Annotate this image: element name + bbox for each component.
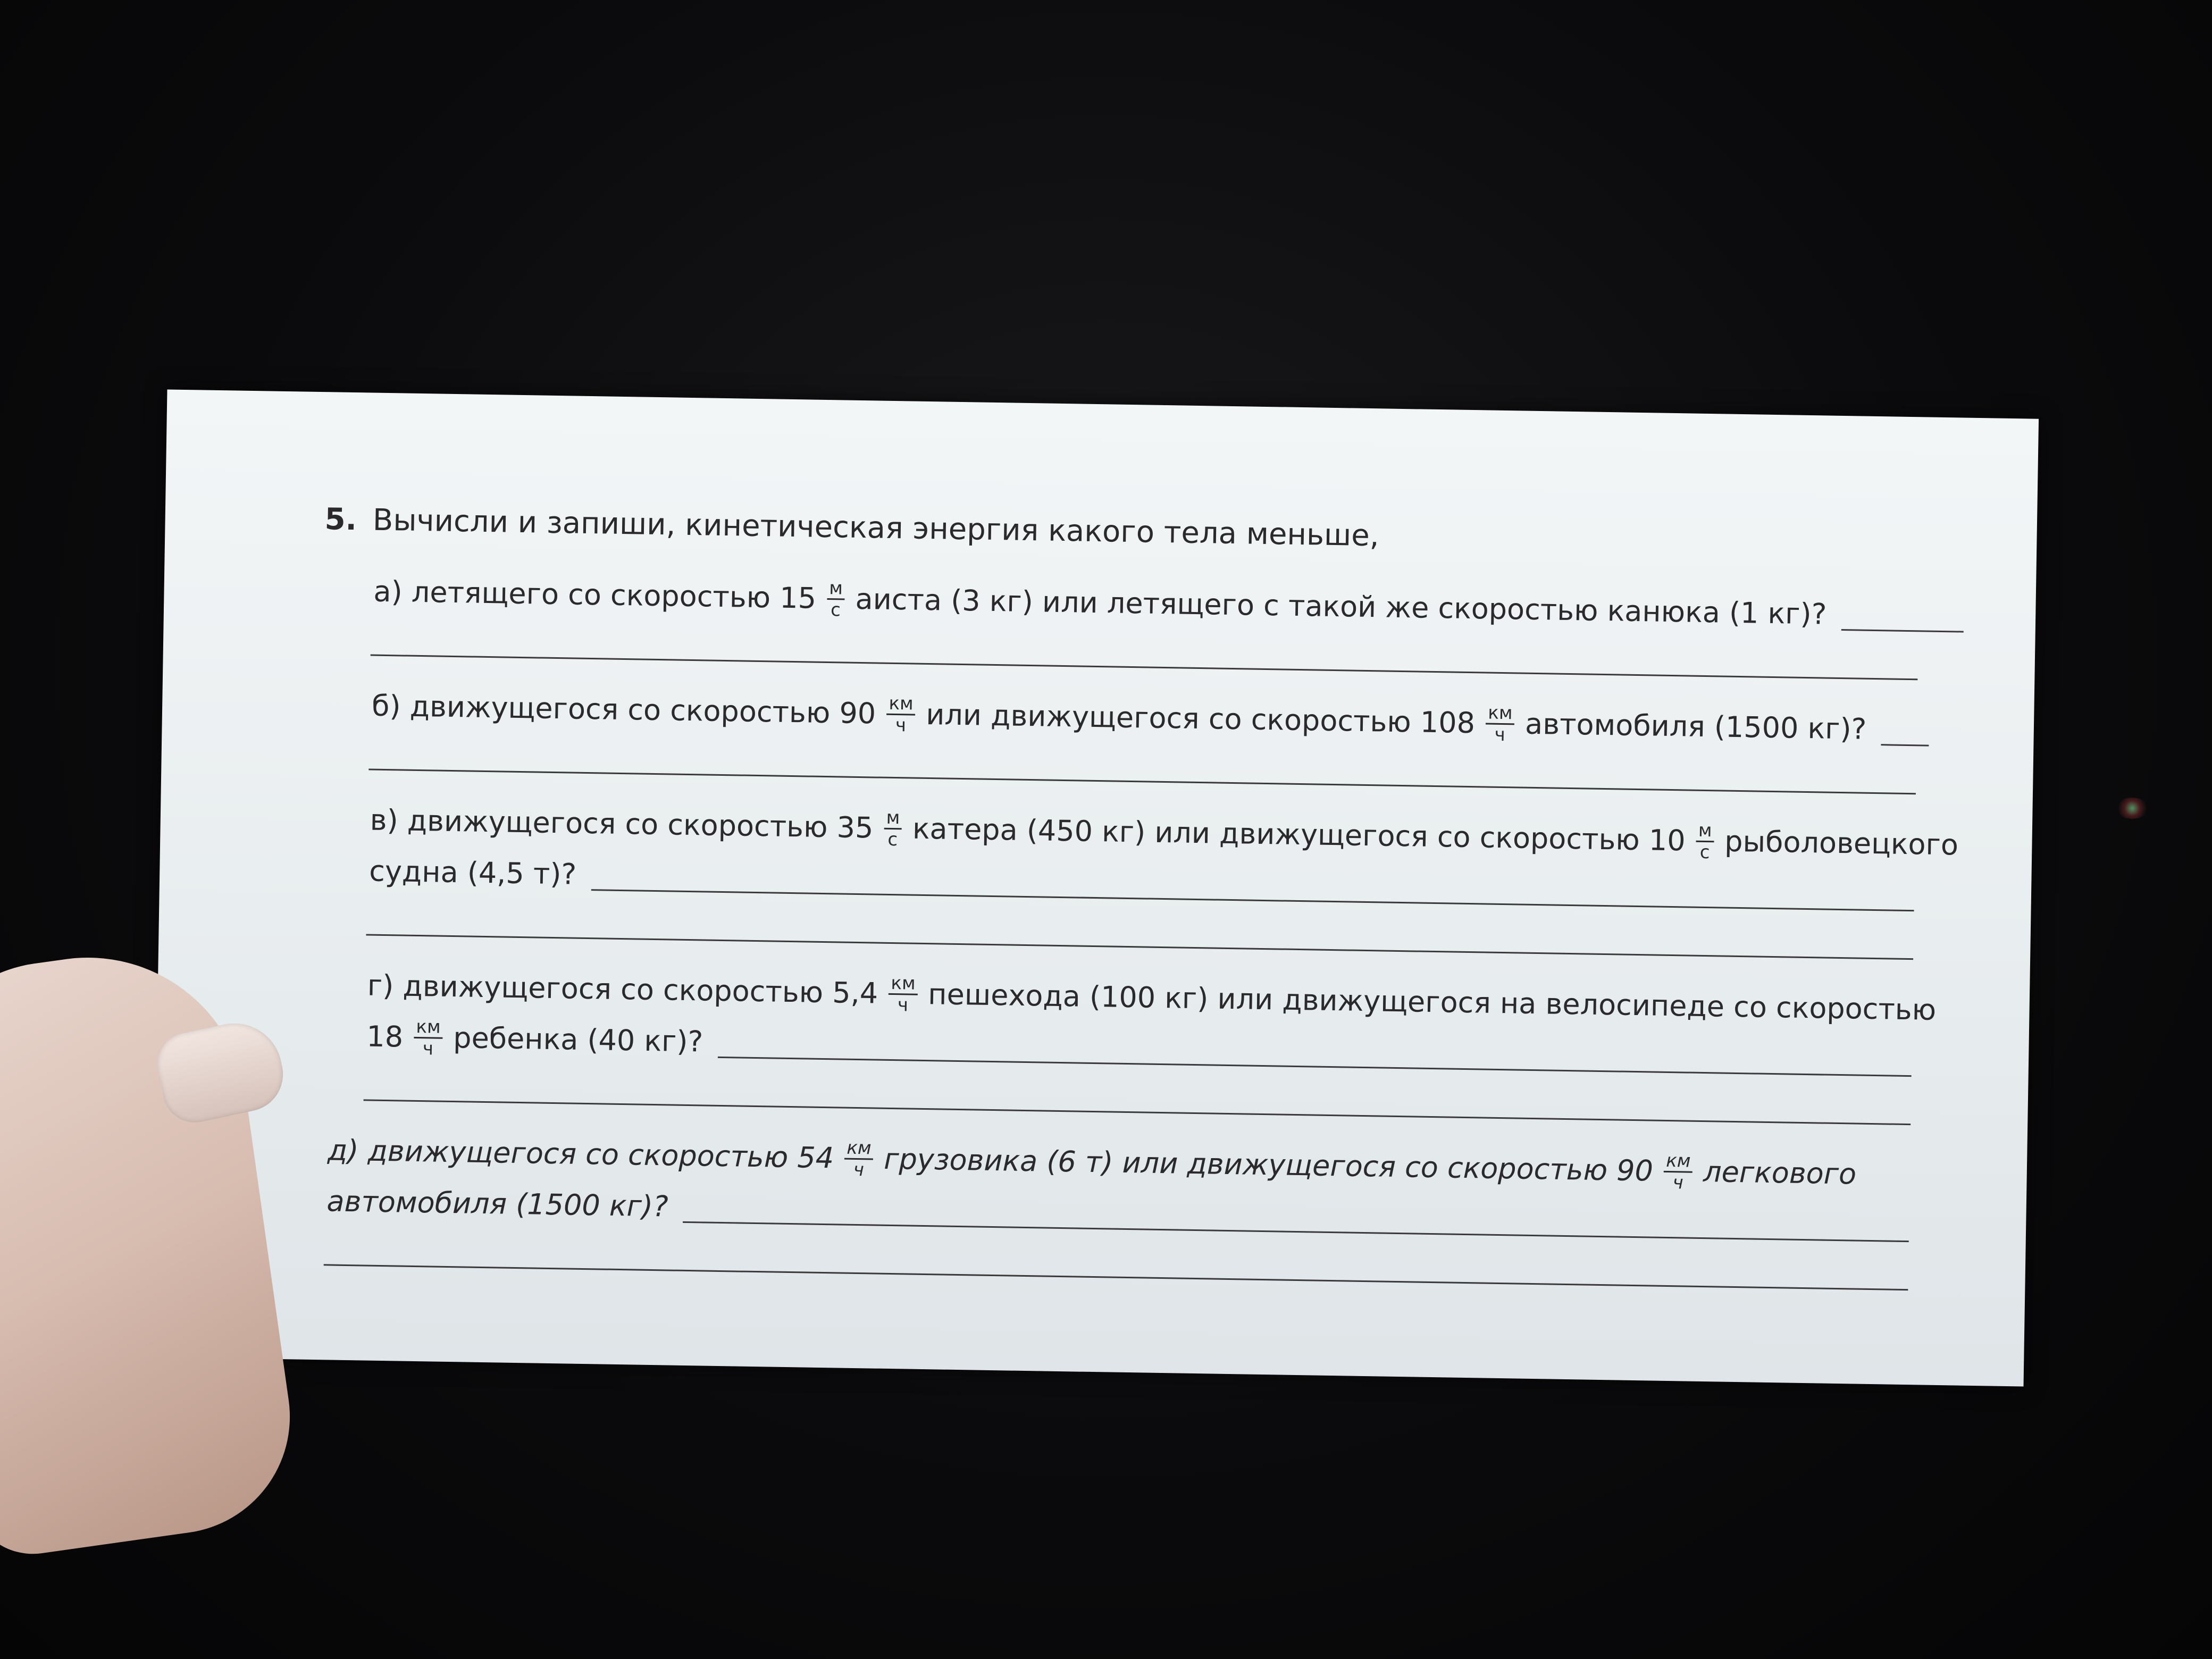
unit-fraction-km-per-h <box>886 693 916 735</box>
unit-fraction-m-per-s <box>884 807 902 850</box>
task-item-b <box>321 680 1917 794</box>
task-item-v <box>318 794 1959 960</box>
task-item-d <box>313 1125 1911 1291</box>
task-header <box>324 498 1920 566</box>
unit-denominator: ч <box>897 994 909 1016</box>
unit-denominator: с <box>830 599 841 621</box>
background-light <box>2116 798 2148 819</box>
item-v-text-1: в) движущегося со скоростью 35 <box>370 803 874 845</box>
answer-blank-a[interactable] <box>1841 599 1964 632</box>
unit-fraction-km-per-h <box>844 1137 873 1180</box>
item-b-text-1: б) движущегося со скоростью 90 <box>371 689 876 731</box>
unit-numerator: км <box>886 693 916 715</box>
item-d-text-4: автомобиля (1500 кг)? <box>326 1184 669 1224</box>
worksheet-paper <box>152 389 2039 1386</box>
unit-denominator: ч <box>1672 1171 1684 1193</box>
item-d-text-3: легкового <box>1703 1155 1857 1191</box>
item-g-text-1: г) движущегося со скоростью 5,4 <box>367 968 878 1010</box>
item-v-text-4: судна (4,5 т)? <box>368 854 577 891</box>
unit-numerator: км <box>1664 1150 1693 1172</box>
unit-fraction-km-per-h <box>889 973 918 1015</box>
item-g-text-2: пешехода (100 кг) или движущегося на велосипеде со скоростью <box>927 977 1937 1027</box>
item-v-text-3: рыболовецкого <box>1724 824 1959 862</box>
item-d-text-2: грузовика (6 т) или движущегося со скоростью 90 <box>883 1142 1654 1188</box>
unit-fraction-km-per-h <box>1663 1150 1692 1193</box>
answer-blank-b[interactable] <box>1881 714 1930 746</box>
unit-denominator: с <box>887 828 898 850</box>
unit-numerator: км <box>889 973 918 995</box>
task-item-g <box>316 959 1937 1125</box>
unit-denominator: ч <box>853 1159 865 1180</box>
unit-numerator: км <box>844 1137 874 1160</box>
unit-fraction-m-per-s <box>826 578 845 621</box>
unit-numerator: м <box>884 807 902 830</box>
unit-numerator: км <box>414 1016 443 1038</box>
item-b-text-2: или движущегося со скоростью 108 <box>925 697 1476 740</box>
item-a-text-1: а) летящего со скоростью 15 <box>373 574 817 615</box>
item-v-text-2: катера (450 кг) или движущегося со скоростью 10 <box>912 811 1686 858</box>
item-b-text-3: автомобиля (1500 кг)? <box>1524 707 1867 746</box>
unit-denominator: ч <box>895 714 907 736</box>
unit-denominator: ч <box>1494 724 1506 745</box>
task-instruction: Вычисли и запиши, кинетическая энергия какого тела меньше, <box>372 502 1380 554</box>
unit-fraction-km-per-h <box>1485 702 1514 745</box>
unit-fraction-km-per-h <box>414 1016 443 1059</box>
unit-denominator: ч <box>422 1037 434 1059</box>
worksheet-content <box>313 498 1959 1291</box>
answer-blank-g[interactable] <box>718 1026 1912 1076</box>
unit-fraction-m-per-s <box>1696 820 1714 862</box>
item-g-text-4: ребенка (40 кг)? <box>453 1021 703 1059</box>
answer-blank-d[interactable] <box>683 1191 1909 1242</box>
unit-numerator: м <box>827 578 845 600</box>
unit-numerator: км <box>1486 702 1515 725</box>
unit-numerator: м <box>1696 820 1714 842</box>
item-d-text-1: д) движущегося со скоростью 54 <box>327 1133 834 1175</box>
item-a-text-2: аиста (3 кг) или летящего с такой же скоростью канюка (1 кг)? <box>855 582 1827 631</box>
task-number: 5. <box>324 502 357 538</box>
item-g-text-3: 18 <box>366 1019 404 1054</box>
unit-denominator: с <box>1699 841 1710 863</box>
task-item-a <box>323 565 1919 680</box>
